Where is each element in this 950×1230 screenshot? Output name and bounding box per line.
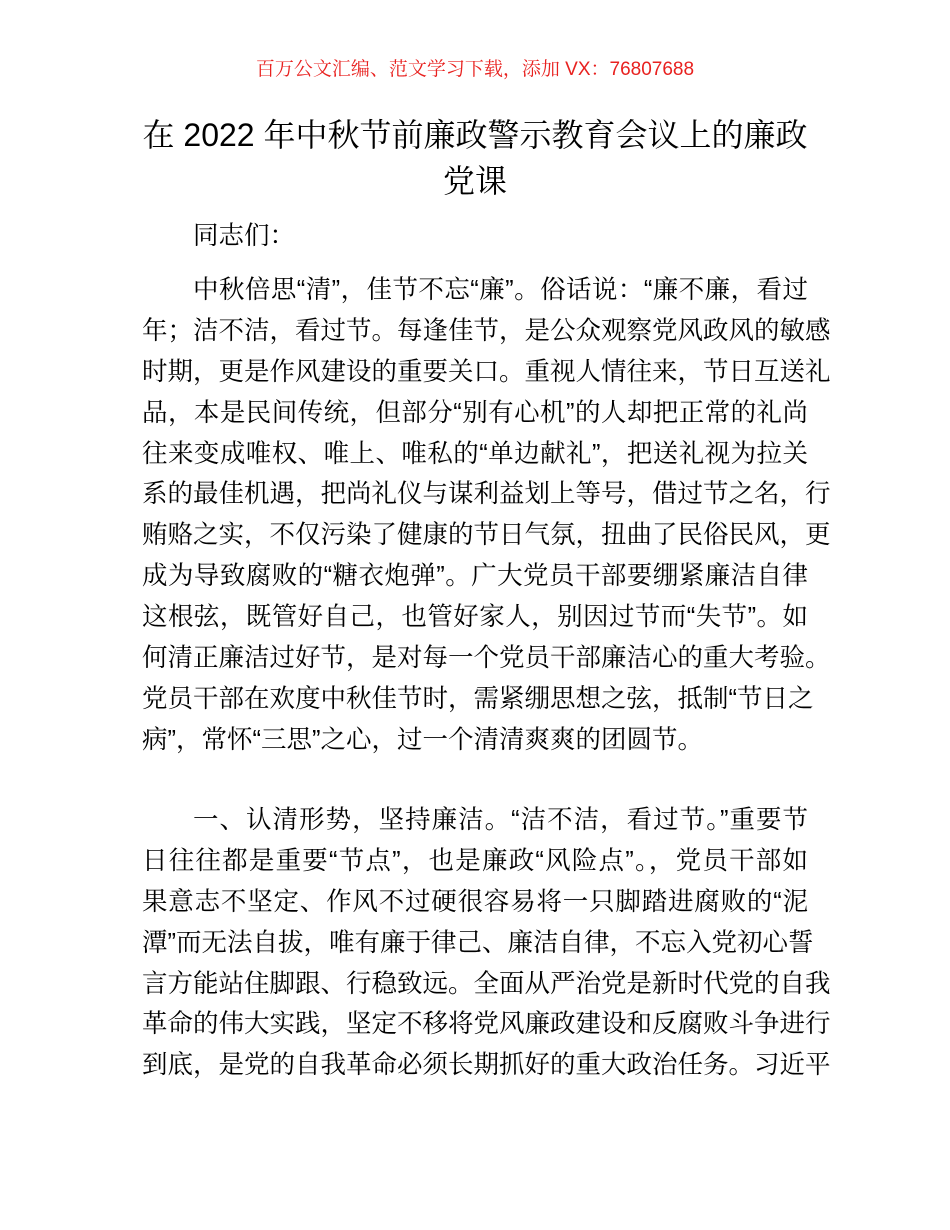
text-line: 往来变成唯权、唯上、唯私的“单边献礼”，把送礼视为拉关: [142, 439, 808, 468]
title-line: 党课: [442, 163, 507, 199]
text-line: 这根弦，既管好自己，也管好家人，别因过节而“失节”。如: [142, 603, 808, 632]
text-line: 言方能站住脚跟、行稳致远。全面从严治党是新时代党的自我: [142, 969, 831, 998]
text-line: 到底，是党的自我革命必须长期抓好的重大政治任务。习近平: [142, 1051, 831, 1080]
text-line: 年；洁不洁，看过节。每逢佳节，是公众观察党风政风的敏感: [142, 316, 831, 345]
text-line: 何清正廉洁过好节，是对每一个党员干部廉洁心的重大考验。: [142, 644, 831, 673]
watermark-header: 百万公文汇编、范文学习下载，添加 VX：76807688: [255, 59, 695, 80]
text-line: 果意志不坚定、作风不过硬很容易将一只脚踏进腐败的“泥: [142, 887, 808, 916]
greeting: [142, 216, 808, 257]
text-line: 时期，更是作风建设的重要关口。重视人情往来，节日互送礼: [142, 357, 831, 386]
greeting-text: 同志们：: [193, 222, 296, 250]
paragraph-1: [142, 270, 831, 761]
text-line: 革命的伟大实践，坚定不移将党风廉政建设和反腐败斗争进行: [142, 1010, 831, 1039]
text-line: 中秋倍思“清”，佳节不忘“廉”。俗话说：“廉不廉，看过: [193, 276, 808, 304]
document-title: [130, 112, 820, 204]
text-line: 成为导致腐败的“糖衣炮弹”。广大党员干部要绷紧廉洁自律: [142, 562, 808, 591]
text-line: 病”，常怀“三思”之心，过一个清清爽爽的团圆节。: [142, 725, 703, 754]
text-line: 品，本是民间传统，但部分“别有心机”的人却把正常的礼尚: [142, 398, 808, 427]
paragraph-2: [142, 800, 831, 1086]
text-line: 贿赂之实，不仅污染了健康的节日气氛，扭曲了民俗民风，更: [142, 521, 831, 550]
text-line: 日往往都是重要“节点”，也是廉政“风险点”。，党员干部如: [142, 846, 808, 875]
text-line: 党员干部在欢度中秋佳节时，需紧绷思想之弦，抵制“节日之: [142, 684, 814, 713]
text-line: 潭”而无法自拔，唯有廉于律己、廉洁自律，不忘入党初心誓: [142, 928, 814, 957]
title-line: 在 2022 年中秋节前廉政警示教育会议上的廉政: [142, 117, 808, 153]
text-line: 系的最佳机遇，把尚礼仪与谋利益划上等号，借过节之名，行: [142, 480, 831, 509]
text-line: 一、认清形势，坚持廉洁。“洁不洁，看过节。”重要节: [193, 806, 808, 834]
